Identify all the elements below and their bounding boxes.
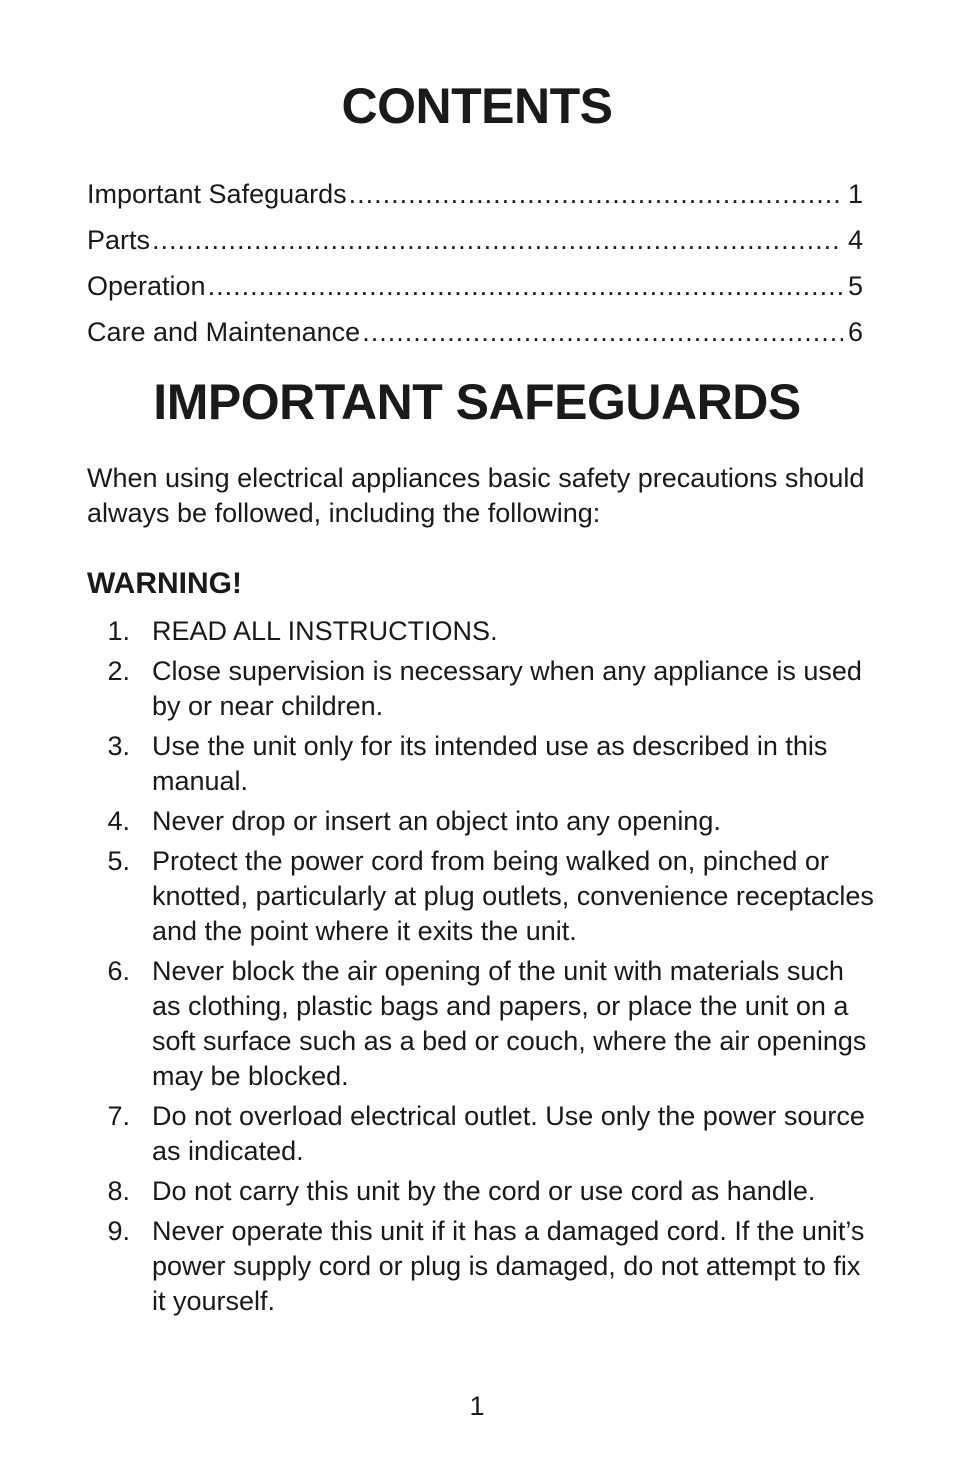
list-item-text: Close supervision is necessary when any appliance is used by or near children. — [152, 656, 862, 721]
safeguards-list — [87, 614, 877, 1324]
list-item-number: 4. — [107, 806, 130, 836]
list-item-text: Protect the power cord from being walked on, pinched or knotted, particularly at plug outlets, convenience receptacles and the point where it exits the unit. — [152, 846, 874, 946]
list-item-number: 8. — [107, 1176, 130, 1206]
list-item-number: 1. — [107, 616, 130, 646]
list-item — [87, 804, 877, 839]
list-item-text: Do not overload electrical outlet. Use only the power source as indicated. — [152, 1101, 865, 1166]
safeguards-intro: When using electrical appliances basic safety precautions should always be followed, including the following: — [87, 463, 865, 528]
toc-entry-label: Important Safeguards — [87, 179, 347, 209]
safeguards-heading: IMPORTANT SAFEGUARDS — [153, 374, 801, 430]
list-item-text: Never block the air opening of the unit with materials such as clothing, plastic bags and papers, or place the unit on a soft surface such as a bed or couch, where the air openings may be blocked. — [152, 956, 867, 1091]
list-item — [87, 729, 877, 799]
toc-entry-label: Operation — [87, 271, 206, 301]
page-number: 1 — [469, 1391, 485, 1421]
toc-entry-page: 5 — [847, 271, 863, 301]
list-item-text: Never drop or insert an object into any opening. — [152, 806, 721, 836]
list-item — [87, 1214, 877, 1319]
list-item — [87, 1174, 877, 1209]
toc-entry-page: 4 — [847, 225, 863, 255]
list-item-number: 3. — [107, 731, 130, 761]
list-item-text: Do not carry this unit by the cord or use cord as handle. — [152, 1176, 816, 1206]
list-item-text: READ ALL INSTRUCTIONS. — [152, 616, 498, 646]
list-item — [87, 654, 877, 724]
list-item-number: 6. — [107, 956, 130, 986]
toc-entry-operation[interactable] — [87, 266, 863, 312]
toc-leader-dots — [362, 312, 843, 352]
warning-heading: WARNING! — [87, 567, 242, 600]
list-item-number: 9. — [107, 1216, 130, 1246]
list-item — [87, 954, 877, 1094]
list-item-number: 5. — [107, 846, 130, 876]
contents-heading: CONTENTS — [341, 78, 613, 134]
toc-entry-care-and-maintenance[interactable] — [87, 312, 863, 358]
toc-leader-dots — [349, 174, 843, 214]
toc-leader-dots — [152, 220, 843, 260]
list-item — [87, 614, 877, 649]
toc-entry-parts[interactable] — [87, 220, 863, 266]
list-item-text: Never operate this unit if it has a damaged cord. If the unit’s power supply cord or plug is damaged, do not attempt to fix it yourself. — [152, 1216, 865, 1316]
table-of-contents — [87, 174, 863, 358]
toc-leader-dots — [208, 266, 843, 306]
toc-entry-important-safeguards[interactable] — [87, 174, 863, 220]
toc-entry-label: Parts — [87, 225, 151, 255]
toc-entry-page: 1 — [847, 179, 863, 209]
list-item-text: Use the unit only for its intended use as described in this manual. — [152, 731, 828, 796]
list-item — [87, 1099, 877, 1169]
list-item-number: 7. — [107, 1101, 130, 1131]
list-item — [87, 844, 877, 949]
list-item-number: 2. — [107, 656, 130, 686]
toc-entry-label: Care and Maintenance — [87, 317, 361, 347]
toc-entry-page: 6 — [847, 317, 863, 347]
